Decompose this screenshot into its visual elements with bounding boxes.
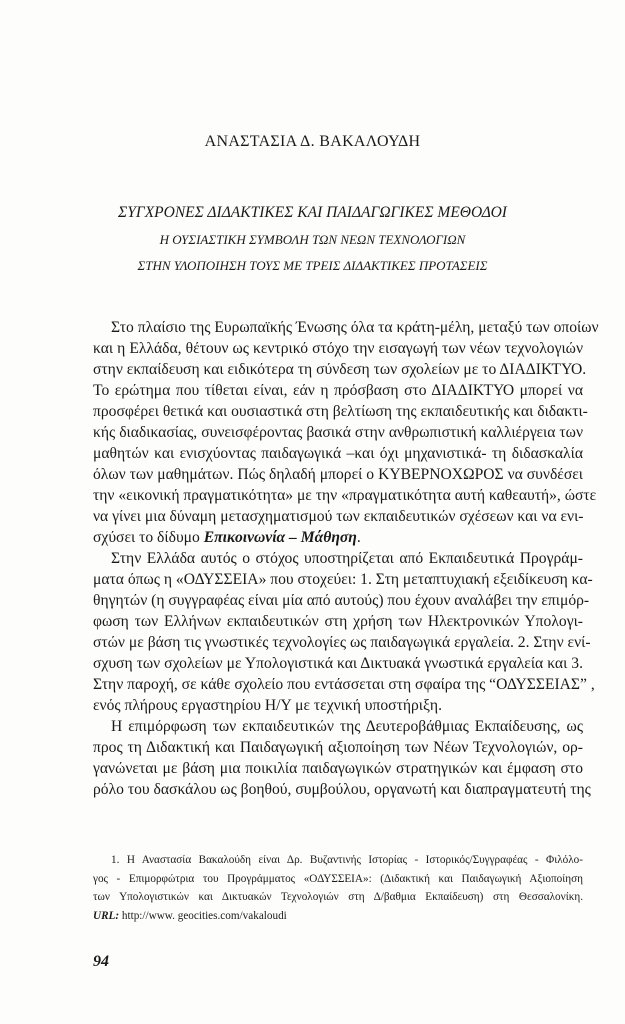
text-line: όλων των μαθημάτων. Πώς δηλαδή μπορεί ο ΚΥΒΕΡΝΟΧΩΡΟΣ να συνδέσει — [93, 466, 583, 483]
page-number: 94 — [93, 953, 109, 970]
paragraph-3 — [93, 716, 591, 800]
text-line: γανώνεται με βάση μια ποικιλία παιδαγωγικών στρατηγικών και έμφαση στο — [93, 760, 583, 777]
text-line: ενός πλήρους εργαστηρίου Η/Υ με τεχνική υποστήριξη. — [93, 697, 442, 714]
article-body — [93, 317, 599, 800]
text-line — [93, 527, 583, 548]
text-line: ρόλο του δασκάλου ως βοηθού, συμβούλου, οργανωτή και διαπραγματευτή της — [93, 781, 591, 798]
text-line: και η Ελλάδα, θέτουν ως κεντρικό στόχο την εισαγωγή των νέων τεχνολογιών — [93, 340, 583, 357]
footnote — [93, 851, 583, 925]
text-line: κής διαδικασίας, συνεισφέροντας βασικά στην ανθρωπιστική καλλιέργεια των — [93, 424, 583, 441]
text-line: προσφέρει θετικά και ουσιαστικά στη βελτίωση της εκπαιδευτικής και διδακτι- — [93, 403, 588, 420]
article-subtitle-1: Η ΟΥΣΙΑΣΤΙΚΗ ΣΥΜΒΟΛΗ ΤΩΝ ΝΕΩΝ ΤΕΧΝΟΛΟΓΙΩΝ — [159, 232, 466, 247]
text-line: σχυση των σχολείων με Υπολογιστικά και Δικτυακά γνωστικά εργαλεία και 3. — [93, 655, 583, 672]
footnote-line: 1. Η Αναστασία Βακαλούδη είναι Δρ. Βυζαντινής Ιστορίας - Ιστορικός/Συγγραφέας - Φιλόλο- — [111, 854, 583, 866]
footnote-url[interactable]: http://www. geocities.com/vakaloudi — [119, 909, 287, 922]
text-line: Στην Ελλάδα αυτός ο στόχος υποστηρίζεται από Εκπαιδευτικά Προγράμ- — [111, 550, 583, 567]
footnote-line: γος - Επιμορφώτρια του Προγράμματος «ΟΔΥΣΣΕΙΑ»: (Διδακτική και Παιδαγωγική Αξιοποίηση — [93, 872, 583, 885]
text-line: μαθητών και ενισχύοντας παιδαγωγικά –και όχι μηχανιστικά- τη διδασκαλία — [93, 445, 583, 462]
footnote-line — [93, 907, 583, 926]
author-name: ΑΝΑΣΤΑΣΙΑ Δ. ΒΑΚΑΛΟΥΔΗ — [204, 133, 421, 150]
text-line: την «εικονική πραγματικότητα» με την «πραγματικότητα αυτή καθεαυτή», ώστε — [93, 487, 597, 504]
text-line: Το ερώτημα που τίθεται είναι, εάν η πρόσβαση στο ΔΙΑΔΙΚΤΥΟ μπορεί να — [93, 382, 583, 399]
text-line: να γίνει μια δύναμη μετασχηματισμού των εκπαιδευτικών σχέσεων και να ενι- — [93, 508, 584, 525]
footnote-line: των Υπολογιστικών και Δικτυακών Τεχνολογιών στη Δ/βαθμια Εκπαίδευση) στη Θεσσαλονίκη. — [93, 891, 583, 903]
url-label: URL: — [93, 909, 120, 922]
text-line: στών με βάση τις γνωστικές τεχνολογίες ως παιδαγωγικά εργαλεία. 2. Στην ενί- — [93, 634, 591, 651]
emphasis-text: Επικοινωνία – Μάθηση — [203, 529, 357, 546]
text-line: Η επιμόρφωση των εκπαιδευτικών της Δευτεροβάθμιας Εκπαίδευσης, ως — [111, 718, 583, 735]
text-line: φωση των Ελλήνων εκπαιδευτικών στη χρήση των Ηλεκτρονικών Υπολογι- — [93, 613, 583, 630]
text-line: Στο πλαίσιο της Ευρωπαϊκής Ένωσης όλα τα κράτη-μέλη, μεταξύ των οποίων — [111, 319, 599, 336]
paragraph-2 — [93, 548, 595, 716]
text-fragment: . — [356, 529, 361, 546]
text-fragment: σχύσει το δίδυμο — [93, 529, 204, 546]
article-title: ΣΥΓΧΡΟΝΕΣ ΔΙΔΑΚΤΙΚΕΣ ΚΑΙ ΠΑΙΔΑΓΩΓΙΚΕΣ ΜΕΘΟΔΟΙ — [118, 204, 507, 221]
paragraph-1 — [93, 317, 599, 548]
text-line: ματα όπως η «ΟΔΥΣΣΕΙΑ» που στοχεύει: 1. Στη μεταπτυχιακή εξειδίκευση κα- — [93, 571, 593, 588]
text-line: στην εκπαίδευση και ειδικότερα τη σύνδεση των σχολείων με το ΔΙΑΔΙΚΤΥΟ. — [93, 361, 587, 378]
text-line: θηγητών (η συγγραφέας είναι μία από αυτούς) που έχουν αναλάβει την επιμόρ- — [93, 592, 590, 609]
text-line: προς τη Διδακτική και Παιδαγωγική αξιοποίηση των Νέων Τεχνολογιών, ορ- — [93, 739, 583, 756]
text-line: Στην παροχή, σε κάθε σχολείο που εντάσσεται στη σφαίρα της “ΟΔΥΣΣΕΙΑΣ” , — [93, 676, 595, 693]
article-subtitle-2: ΣΤΗΝ ΥΛΟΠΟΙΗΣΗ ΤΟΥΣ ΜΕ ΤΡΕΙΣ ΔΙΔΑΚΤΙΚΕΣ ΠΡΟΤΑΣΕΙΣ — [137, 258, 488, 273]
